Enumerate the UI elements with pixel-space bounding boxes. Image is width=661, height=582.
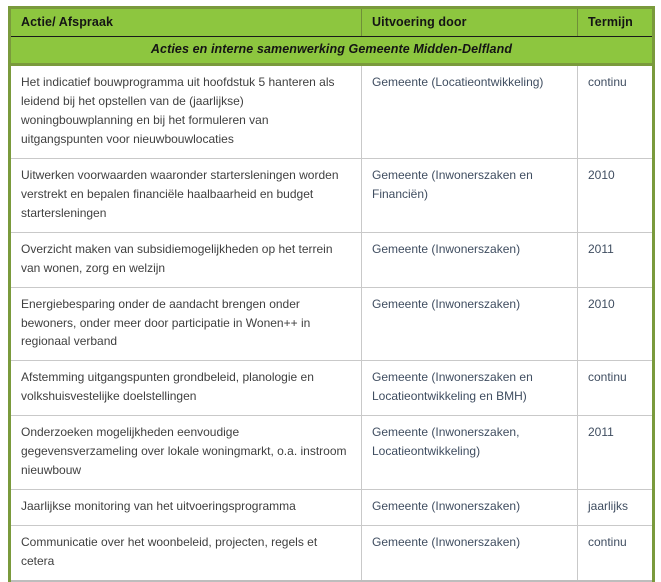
section-title: Acties en interne samenwerking Gemeente Midden-Delfland	[10, 37, 654, 65]
action-table-container	[8, 6, 652, 582]
cell-uitvoering: Gemeente (Inwonerszaken)	[362, 490, 578, 526]
cell-actie: Uitwerken voorwaarden waaronder startersleningen worden verstrekt en bepalen financiële haalbaarheid en budget startersleningen	[10, 158, 362, 232]
table-row	[10, 361, 654, 416]
table-header	[10, 8, 654, 65]
table-row	[10, 158, 654, 232]
table-section-row	[10, 37, 654, 65]
table-row	[10, 287, 654, 361]
table-row	[10, 65, 654, 159]
cell-termijn: continu	[578, 526, 654, 581]
cell-termijn: 2010	[578, 158, 654, 232]
cell-uitvoering: Gemeente (Inwonerszaken)	[362, 526, 578, 581]
cell-actie: Afstemming uitgangspunten grondbeleid, planologie en volkshuisvestelijke doelstellingen	[10, 361, 362, 416]
cell-actie: Het indicatief bouwprogramma uit hoofdstuk 5 hanteren als leidend bij het opstellen van de (jaarlijkse) woningbouwplanning en bij het formuleren van uitgangspunten voor nieuwbouwlocaties	[10, 65, 362, 159]
column-header-actie: Actie/ Afspraak	[10, 8, 362, 37]
cell-actie: Jaarlijkse monitoring van het uitvoeringsprogramma	[10, 490, 362, 526]
cell-actie: Overzicht maken van subsidiemogelijkheden op het terrein van wonen, zorg en welzijn	[10, 232, 362, 287]
cell-uitvoering: Gemeente (Inwonerszaken en Financiën)	[362, 158, 578, 232]
table-row	[10, 526, 654, 581]
cell-actie: Communicatie over het woonbeleid, projecten, regels et cetera	[10, 526, 362, 581]
cell-termijn: 2010	[578, 287, 654, 361]
table-header-row	[10, 8, 654, 37]
actions-table	[8, 6, 655, 582]
column-header-uitvoering: Uitvoering door	[362, 8, 578, 37]
cell-uitvoering: Gemeente (Inwonerszaken)	[362, 287, 578, 361]
table-row	[10, 416, 654, 490]
cell-actie: Onderzoeken mogelijkheden eenvoudige gegevensverzameling over lokale woningmarkt, o.a. instroom nieuwbouw	[10, 416, 362, 490]
table-row	[10, 232, 654, 287]
cell-uitvoering: Gemeente (Inwonerszaken)	[362, 232, 578, 287]
cell-uitvoering: Gemeente (Inwonerszaken en Locatieontwikkeling en BMH)	[362, 361, 578, 416]
cell-actie: Energiebesparing onder de aandacht brengen onder bewoners, onder meer door participatie in Wonen++ in regionaal verband	[10, 287, 362, 361]
table-body	[10, 65, 654, 582]
cell-uitvoering: Gemeente (Inwonerszaken, Locatieontwikkeling)	[362, 416, 578, 490]
cell-uitvoering: Gemeente (Locatieontwikkeling)	[362, 65, 578, 159]
cell-termijn: continu	[578, 65, 654, 159]
cell-termijn: 2011	[578, 416, 654, 490]
cell-termijn: 2011	[578, 232, 654, 287]
cell-termijn: jaarlijks	[578, 490, 654, 526]
column-header-termijn: Termijn	[578, 8, 654, 37]
cell-termijn: continu	[578, 361, 654, 416]
table-row	[10, 490, 654, 526]
